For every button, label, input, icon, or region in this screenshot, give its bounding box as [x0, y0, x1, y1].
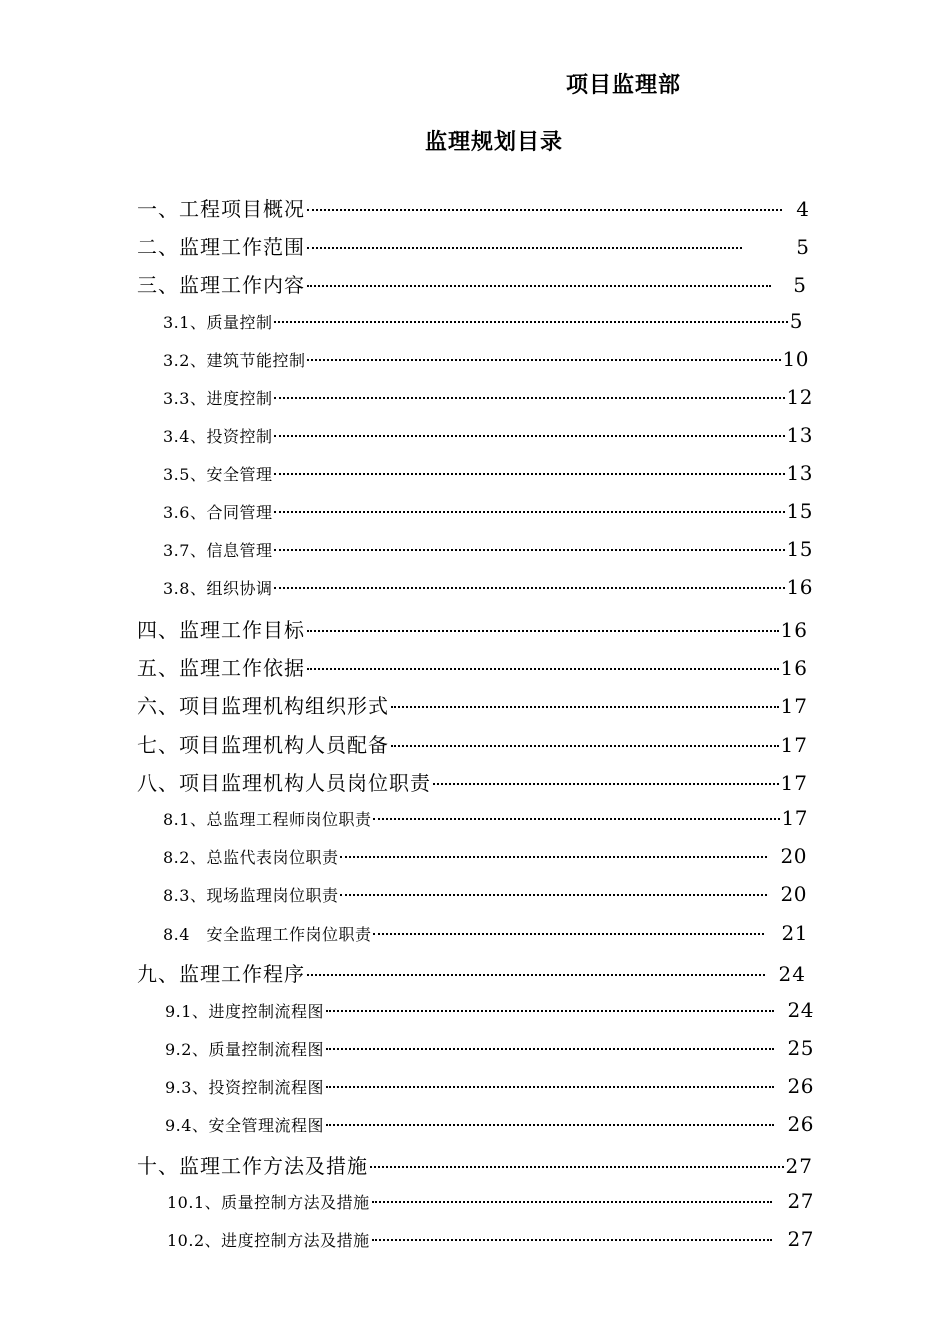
dot-leader [307, 358, 780, 361]
dot-leader [274, 434, 784, 437]
toc-entry-label: 10.2、进度控制方法及措施 [167, 1231, 370, 1250]
toc-entry[interactable] [137, 690, 808, 719]
toc-entry[interactable] [163, 844, 807, 868]
toc-entry[interactable] [165, 1112, 814, 1136]
dot-leader [307, 208, 782, 211]
toc-entry-label: 二、监理工作范围 [137, 235, 305, 259]
dot-leader [370, 1165, 784, 1168]
dot-leader [274, 472, 784, 475]
dot-leader [372, 1200, 772, 1203]
toc-entry[interactable] [163, 347, 809, 371]
toc-entry-page: 10 [782, 347, 809, 371]
toc-entry[interactable] [163, 309, 803, 333]
toc-entry-page: 15 [786, 537, 813, 561]
toc-entry-label: 九、监理工作程序 [137, 962, 305, 986]
toc-entry[interactable] [163, 806, 808, 830]
dot-leader [326, 1009, 774, 1012]
toc-entry-label: 八、项目监理机构人员岗位职责 [137, 771, 431, 795]
toc-entry-page: 16 [780, 656, 808, 680]
dot-leader [274, 320, 787, 323]
dot-leader [326, 1085, 774, 1088]
toc-entry[interactable] [163, 537, 813, 561]
toc-entry[interactable] [137, 614, 808, 643]
toc-entry-page: 5 [796, 235, 810, 259]
dot-leader [307, 629, 779, 632]
toc-entry-label: 三、监理工作内容 [137, 273, 305, 297]
toc-entry[interactable] [137, 1150, 813, 1179]
dot-leader [326, 1123, 774, 1126]
dot-leader [307, 246, 742, 249]
toc-entry[interactable] [137, 958, 806, 987]
toc-entry-page: 27 [787, 1227, 814, 1251]
toc-entry-label: 8.1、总监理工程师岗位职责 [163, 810, 372, 829]
toc-entry[interactable] [165, 1036, 814, 1060]
toc-entry[interactable] [163, 499, 813, 523]
toc-entry-label: 一、工程项目概况 [137, 197, 305, 221]
toc-entry-page: 25 [787, 1036, 814, 1060]
toc-entry-page: 27 [787, 1189, 814, 1213]
toc-entry-label: 四、监理工作目标 [137, 618, 305, 642]
toc-entry-page: 17 [780, 694, 808, 718]
dot-leader [326, 1047, 774, 1050]
toc-entry-label: 七、项目监理机构人员配备 [137, 733, 389, 757]
toc-entry[interactable] [163, 423, 813, 447]
toc-entry-label: 9.3、投资控制流程图 [165, 1078, 324, 1097]
dot-leader [307, 284, 771, 287]
dot-leader [433, 782, 779, 785]
dot-leader [274, 396, 784, 399]
toc-entry[interactable] [137, 269, 807, 298]
toc-entry-page: 17 [781, 806, 808, 830]
toc-entry-page: 12 [786, 385, 813, 409]
dot-leader [391, 705, 779, 708]
toc-entry-label: 五、监理工作依据 [137, 656, 305, 680]
toc-entry-page: 5 [793, 273, 807, 297]
toc-entry[interactable] [137, 231, 810, 260]
toc-entry-label: 3.4、投资控制 [163, 427, 273, 446]
toc-entry-page: 17 [780, 733, 808, 757]
dot-leader [274, 510, 784, 513]
toc-entry[interactable] [165, 998, 814, 1022]
toc-entry-page: 13 [786, 423, 813, 447]
toc-entry[interactable] [167, 1189, 814, 1213]
toc-entry[interactable] [137, 767, 808, 796]
toc-entry[interactable] [137, 729, 808, 758]
toc-entry-page: 26 [787, 1112, 814, 1136]
page-title: 监理规划目录 [424, 130, 563, 155]
toc-entry-page: 15 [786, 499, 813, 523]
dot-leader [340, 893, 766, 896]
toc-entry-label: 六、项目监理机构组织形式 [137, 694, 389, 718]
toc-entry[interactable] [163, 921, 808, 945]
toc-entry-page: 4 [796, 197, 810, 221]
toc-entry-page: 5 [789, 309, 803, 333]
toc-entry-page: 24 [787, 998, 814, 1022]
toc-entry-label: 10.1、质量控制方法及措施 [167, 1193, 370, 1212]
toc-entry-label: 8.2、总监代表岗位职责 [163, 848, 339, 867]
toc-entry-label: 3.3、进度控制 [163, 389, 273, 408]
toc-entry-label: 8.3、现场监理岗位职责 [163, 886, 339, 905]
toc-entry-page: 20 [780, 844, 807, 868]
toc-entry-label: 3.6、合同管理 [163, 503, 273, 522]
toc-entry-page: 26 [787, 1074, 814, 1098]
department-header: 项目监理部 [566, 73, 682, 98]
toc-entry[interactable] [165, 1074, 814, 1098]
toc-entry-label: 8.4 安全监理工作岗位职责 [163, 925, 372, 944]
toc-entry[interactable] [163, 882, 807, 906]
toc-entry-page: 24 [778, 962, 806, 986]
toc-entry[interactable] [163, 575, 813, 599]
toc-entry-page: 13 [786, 461, 813, 485]
toc-entry-page: 27 [785, 1154, 813, 1178]
toc-entry[interactable] [163, 461, 813, 485]
toc-entry[interactable] [137, 193, 810, 222]
toc-entry-label: 3.2、建筑节能控制 [163, 351, 306, 370]
dot-leader [373, 817, 779, 820]
toc-entry-label: 3.8、组织协调 [163, 579, 273, 598]
dot-leader [340, 855, 766, 858]
toc-entry-page: 20 [780, 882, 807, 906]
dot-leader [391, 744, 779, 747]
toc-entry[interactable] [167, 1227, 814, 1251]
toc-entry[interactable] [137, 652, 808, 681]
dot-leader [373, 932, 763, 935]
toc-entry-label: 十、监理工作方法及措施 [137, 1154, 368, 1178]
toc-entry-label: 3.1、质量控制 [163, 313, 273, 332]
dot-leader [274, 586, 784, 589]
toc-entry[interactable] [163, 385, 813, 409]
toc-entry-page: 16 [780, 618, 808, 642]
toc-entry-label: 3.7、信息管理 [163, 541, 273, 560]
toc-entry-label: 3.5、安全管理 [163, 465, 273, 484]
dot-leader [372, 1238, 772, 1241]
toc-entry-page: 21 [781, 921, 808, 945]
dot-leader [307, 667, 779, 670]
toc-entry-label: 9.2、质量控制流程图 [165, 1040, 324, 1059]
toc-entry-page: 17 [780, 771, 808, 795]
toc-entry-label: 9.1、进度控制流程图 [165, 1002, 324, 1021]
dot-leader [274, 548, 784, 551]
toc-entry-label: 9.4、安全管理流程图 [165, 1116, 324, 1135]
dot-leader [307, 973, 765, 976]
toc-entry-page: 16 [786, 575, 813, 599]
